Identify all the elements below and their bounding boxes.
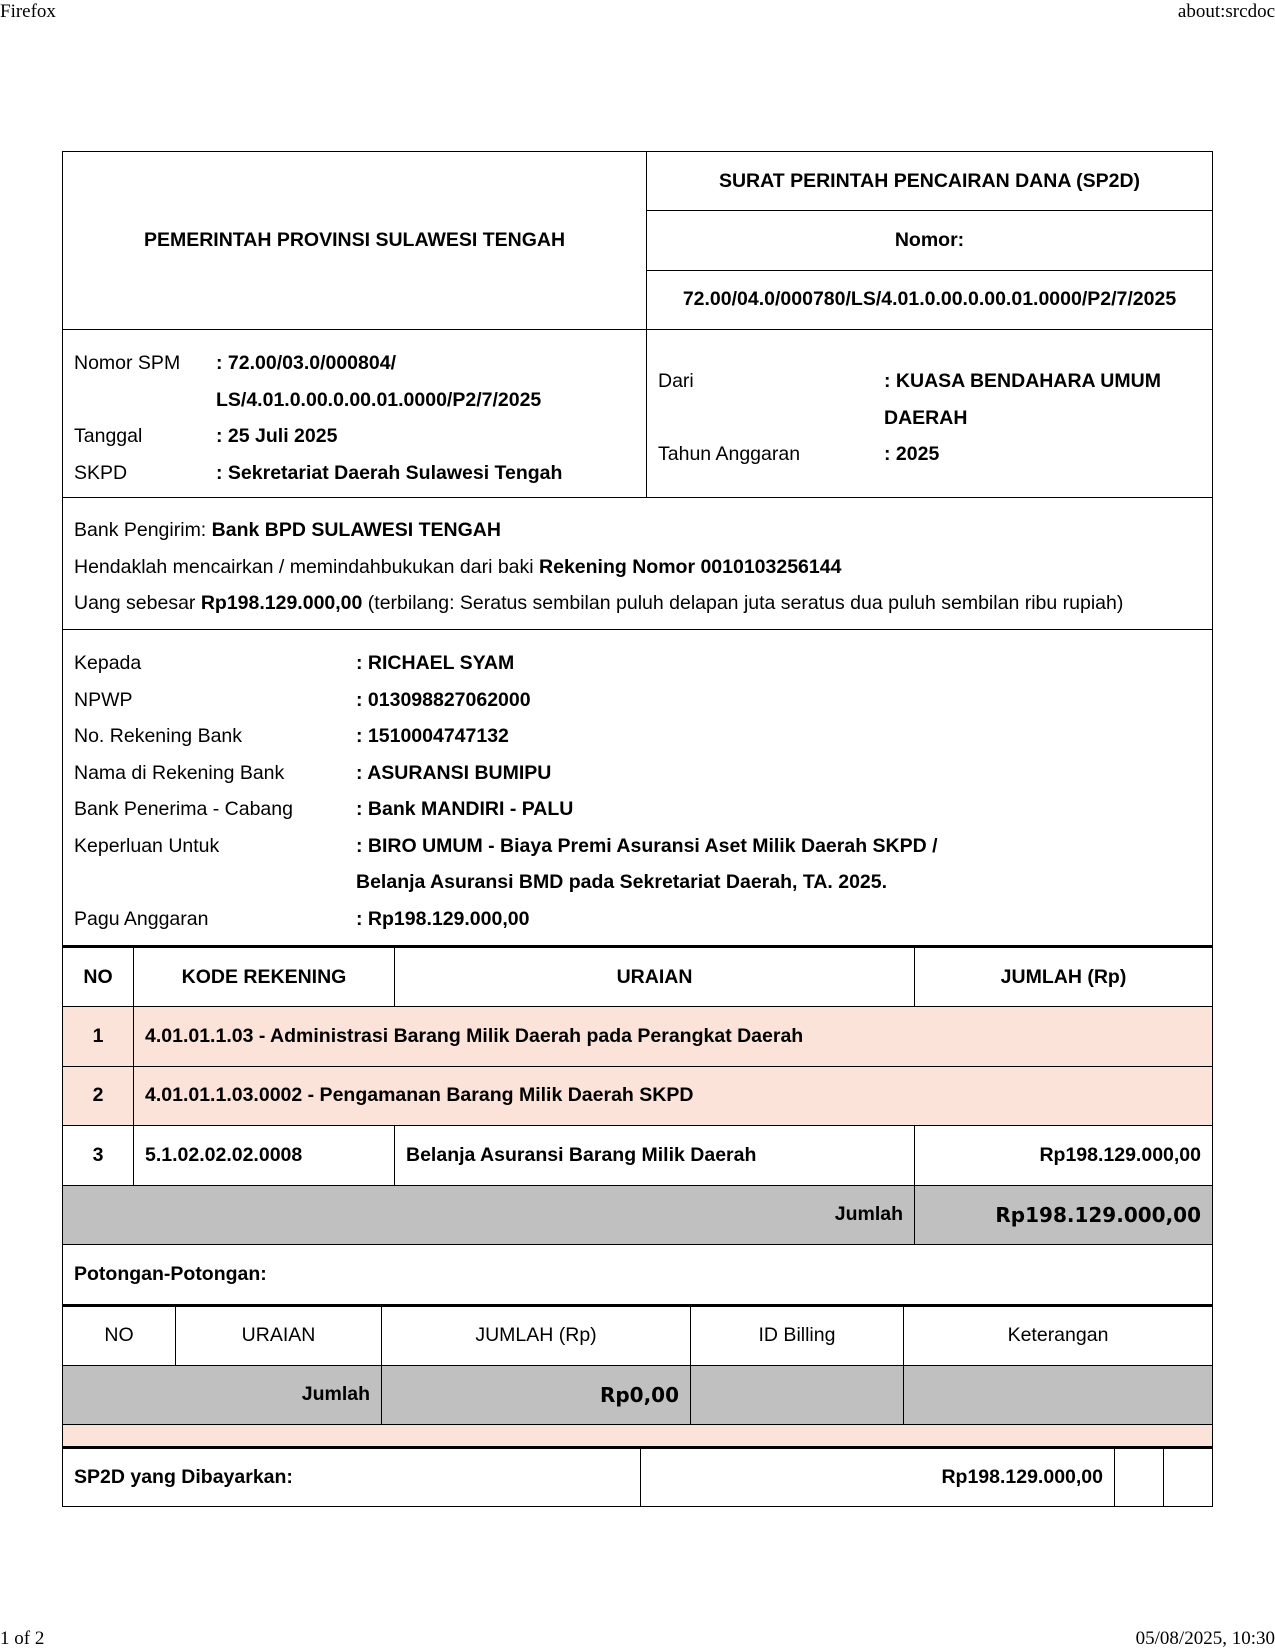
rekening-bank-value: : 1510004747132 xyxy=(356,725,509,747)
col-header-kode: KODE REKENING xyxy=(134,947,395,1007)
bank-pengirim-label: Bank Pengirim: xyxy=(74,519,212,541)
sp2d-paid-extra-2 xyxy=(1164,1448,1213,1507)
potongan-idbilling-cell xyxy=(691,1365,904,1424)
kepada-value: : RICHAEL SYAM xyxy=(356,652,515,674)
bank-pengirim-value: Bank BPD SULAWESI TENGAH xyxy=(211,519,501,541)
npwp-label: NPWP xyxy=(74,688,133,711)
pot-header-keterangan: Keterangan xyxy=(904,1306,1213,1365)
rekening-text: Hendaklah mencairkan / memindahbukukan dari baki xyxy=(74,555,540,578)
sp2d-paid-value: Rp198.129.000,00 xyxy=(641,1448,1115,1507)
total-label: Jumlah xyxy=(63,1185,915,1245)
potongan-header-row xyxy=(63,1306,1213,1365)
pot-header-idbilling: ID Billing xyxy=(691,1306,904,1365)
tanggal-label: Tanggal xyxy=(74,425,143,447)
kepada-label: Kepada xyxy=(74,652,142,674)
rekening-line xyxy=(74,549,1201,586)
total-row xyxy=(63,1185,1213,1245)
recipient-section xyxy=(62,630,1213,946)
npwp-value: : 013098827062000 xyxy=(356,688,531,711)
rekening-bank-row xyxy=(74,718,1201,755)
bank-section xyxy=(62,498,1213,630)
nomor-spm-label: Nomor SPM xyxy=(74,352,181,374)
bank-pengirim-line xyxy=(74,512,1201,549)
pagu-value: : Rp198.129.000,00 xyxy=(356,907,530,930)
sp2d-paid-table xyxy=(62,1447,1213,1508)
browser-header-title: Firefox xyxy=(0,1,56,22)
col-header-no: NO xyxy=(63,947,134,1007)
rekening-bank-label: No. Rekening Bank xyxy=(74,725,243,747)
tahun-anggaran-value: : 2025 xyxy=(884,443,940,465)
source-details xyxy=(647,330,1212,497)
document-title-block xyxy=(647,152,1212,329)
spm-details xyxy=(63,330,647,497)
government-title: PEMERINTAH PROVINSI SULAWESI TENGAH xyxy=(63,152,647,329)
terbilang-text: (terbilang: Seratus sembilan puluh delapan juta seratus dua puluh sembilan ribu rupiah) xyxy=(362,592,1124,614)
nama-rekening-value: : ASURANSI BUMIPU xyxy=(356,761,552,784)
sp2d-paid-label: SP2D yang Dibayarkan: xyxy=(63,1448,641,1507)
potongan-keterangan-cell xyxy=(904,1365,1213,1424)
bank-penerima-value: : Bank MANDIRI - PALU xyxy=(356,798,574,820)
pot-header-jumlah: JUMLAH (Rp) xyxy=(382,1306,691,1365)
keperluan-line2: Belanja Asuransi BMD pada Sekretariat Daerah, TA. 2025. xyxy=(356,871,888,893)
potongan-title: Potongan-Potongan: xyxy=(62,1245,1213,1305)
row-no: 2 xyxy=(63,1066,134,1126)
row-no: 3 xyxy=(63,1126,134,1186)
total-value: Rp198.129.000,00 xyxy=(915,1185,1213,1245)
row-jumlah: Rp198.129.000,00 xyxy=(915,1126,1213,1186)
tahun-anggaran-label: Tahun Anggaran xyxy=(658,443,801,465)
document-header xyxy=(62,151,1213,330)
row-kode: 5.1.02.02.02.0008 xyxy=(134,1126,395,1186)
dari-label: Dari xyxy=(658,370,694,392)
nama-rekening-label: Nama di Rekening Bank xyxy=(74,761,285,784)
row-uraian: Belanja Asuransi Barang Milik Daerah xyxy=(395,1126,915,1186)
uang-text: Uang sebesar xyxy=(74,592,201,614)
tanggal-value: : 25 Juli 2025 xyxy=(216,425,338,447)
rekening-value: Rekening Nomor 0010103256144 xyxy=(539,555,842,578)
bank-penerima-row xyxy=(74,791,1201,828)
sp2d-paid-extra-1 xyxy=(1115,1448,1164,1507)
nomor-spm-line1: : 72.00/03.0/000804/ xyxy=(216,352,396,374)
skpd-row xyxy=(74,455,635,492)
nomor-value: 72.00/04.0/000780/LS/4.01.0.00.0.00.01.0000/P2/7/2025 xyxy=(647,270,1212,329)
print-timestamp: 05/08/2025, 10:30 xyxy=(1135,1628,1275,1649)
potongan-total-value: Rp0,00 xyxy=(382,1365,691,1424)
table-row xyxy=(63,1126,1213,1186)
tanggal-row xyxy=(74,418,635,455)
document-title: SURAT PERINTAH PENCAIRAN DANA (SP2D) xyxy=(718,169,1141,192)
table-row xyxy=(63,1066,1213,1126)
skpd-label: SKPD xyxy=(74,461,128,484)
keperluan-line1: : BIRO UMUM - Biaya Premi Asuransi Aset Milik Daerah SKPD / xyxy=(356,834,938,857)
pot-header-uraian: URAIAN xyxy=(176,1306,382,1365)
page-counter: 1 of 2 xyxy=(0,1628,45,1649)
row-program: 4.01.01.1.03 - Administrasi Barang Milik Daerah pada Perangkat Daerah xyxy=(134,1007,1213,1067)
nomor-spm-line2: LS/4.01.0.00.0.00.01.0000/P2/7/2025 xyxy=(216,388,542,411)
row-kegiatan: 4.01.01.1.03.0002 - Pengamanan Barang Milik Daerah SKPD xyxy=(134,1066,1213,1126)
col-header-jumlah: JUMLAH (Rp) xyxy=(915,947,1213,1007)
uang-value: Rp198.129.000,00 xyxy=(200,592,363,614)
bank-penerima-label: Bank Penerima - Cabang xyxy=(74,798,293,820)
col-header-uraian: URAIAN xyxy=(395,947,915,1007)
kepada-row xyxy=(74,645,1201,682)
pagu-row xyxy=(74,901,1201,938)
dari-value: : KUASA BENDAHARA UMUM DAERAH xyxy=(884,370,1161,429)
rincian-header-row xyxy=(63,947,1213,1007)
skpd-value: : Sekretariat Daerah Sulawesi Tengah xyxy=(216,461,563,484)
npwp-row xyxy=(74,682,1201,719)
pot-header-no: NO xyxy=(63,1306,176,1365)
nama-rekening-row xyxy=(74,755,1201,792)
nomor-spm-row xyxy=(74,345,635,418)
keperluan-label: Keperluan Untuk xyxy=(74,834,220,857)
dari-row xyxy=(658,363,1201,436)
potongan-total-label: Jumlah xyxy=(63,1365,382,1424)
keperluan-row xyxy=(74,828,1201,901)
rincian-table xyxy=(62,946,1213,1245)
table-row xyxy=(63,1007,1213,1067)
uang-line xyxy=(74,585,1201,622)
potongan-total-row xyxy=(63,1365,1213,1424)
nomor-spm-value xyxy=(216,345,541,418)
spm-info-section xyxy=(62,330,1213,498)
tahun-anggaran-row xyxy=(658,436,1201,473)
potongan-table xyxy=(62,1305,1213,1425)
browser-header-url: about:srcdoc xyxy=(1177,1,1275,22)
separator-strip xyxy=(62,1425,1213,1447)
sp2d-paid-row xyxy=(63,1448,1213,1507)
keperluan-value xyxy=(356,828,976,901)
sp2d-document xyxy=(62,151,1213,1507)
nomor-label: Nomor: xyxy=(647,210,1212,269)
pagu-label: Pagu Anggaran xyxy=(74,907,209,930)
row-no: 1 xyxy=(63,1007,134,1067)
